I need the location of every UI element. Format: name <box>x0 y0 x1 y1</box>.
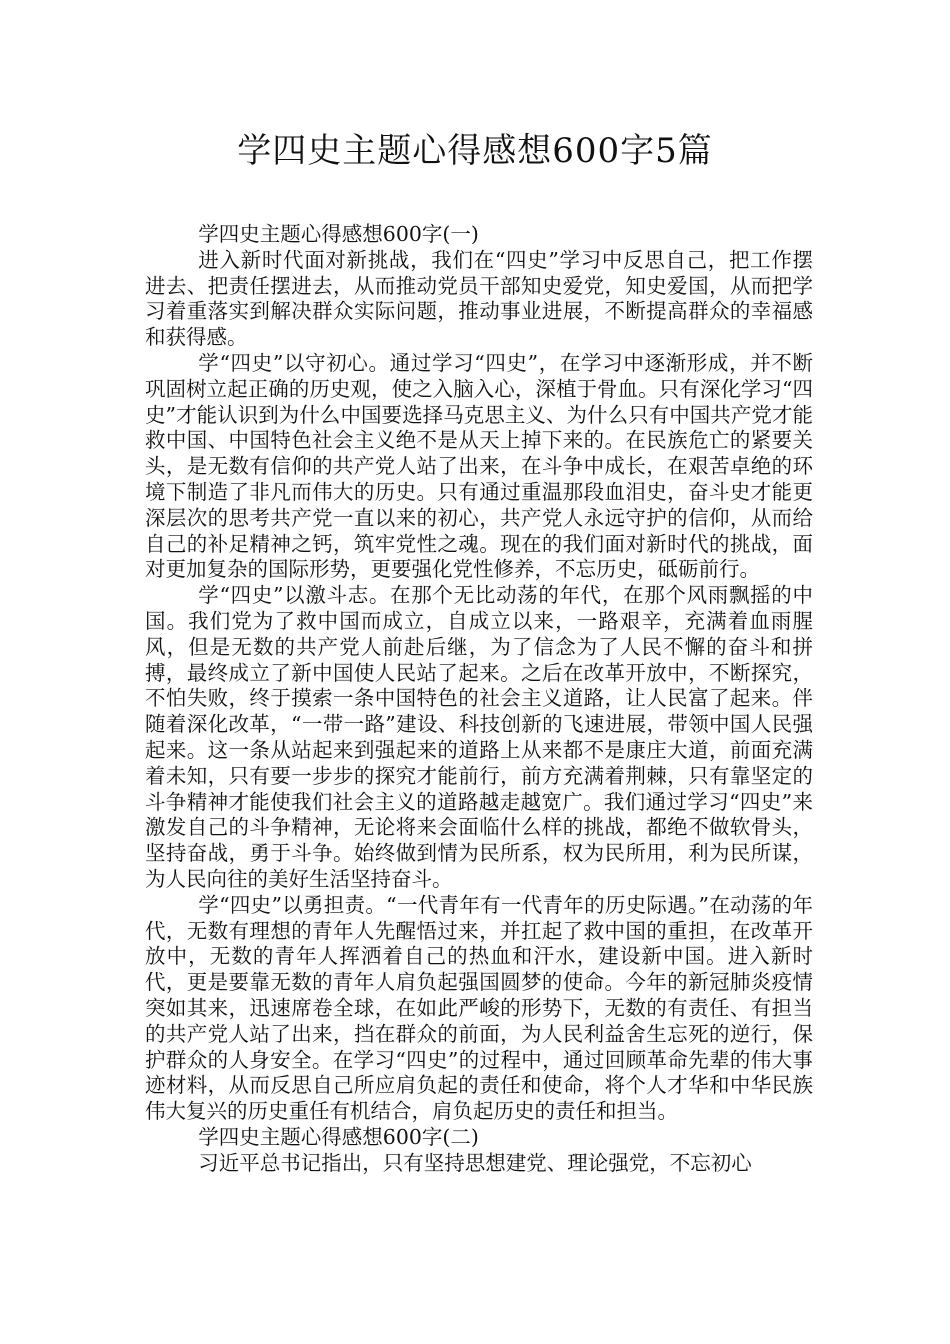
document-title: 学四史主题心得感想600字5篇 <box>237 131 713 171</box>
paragraph-inspire-fighting-spirit: 学“四史”以激斗志。在那个无比动荡的年代，在那个风雨飘摇的中国。我们党为了救中国而成立，自成立以来，一路艰辛，充满着血雨腥风，但是无数的共产党人前赴后继，为了信念为了人民不懈的奋斗和拼搏，最终成立了新中国使人民站了起来。之后在改革开放中，不断探究，不怕失败，终于摸索一条中国特色的社会主义道路，让人民富了起来。伴随着深化改革，“一带一路”建设、科技创新的飞速进展，带领中国人民强起来。这一条从站起来到强起来的道路上从来都不是康庄大道，前面充满着未知，只有要一步步的探究才能前行，前方充满着荆棘，只有靠坚定的斗争精神才能使我们社会主义的道路越走越宽广。我们通过学习“四史”来激发自己的斗争精神，无论将来会面临什么样的挑战，都绝不做软骨头，坚持奋战，勇于斗争。始终做到情为民所系，权为民所用，利为民所谋，为人民向往的美好生活坚持奋斗。 <box>145 583 813 891</box>
document-body <box>145 222 813 1176</box>
section-heading-1: 学四史主题心得感想600字(一) <box>198 222 479 246</box>
paragraph-take-responsibility: 学“四史”以勇担责。“一代青年有一代青年的历史际遇。”在动荡的年代，无数有理想的青年人先醒悟过来，并扛起了救中国的重担，在改革开放中，无数的青年人挥洒着自己的热血和汗水，建设新中国。进入新时代，更是要靠无数的青年人肩负起强国圆梦的使命。今年的新冠肺炎疫情突如其来，迅速席卷全球，在如此严峻的形势下，无数的有责任、有担当的共产党人站了出来，挡在群众的前面，为人民利益舍生忘死的逆行，保护群众的人身安全。在学习“四史”的过程中，通过回顾革命先辈的伟大事迹材料，从而反思自己所应肩负起的责任和使命，将个人才华和中华民族伟大复兴的历史重任有机结合，肩负起历史的责任和担当。 <box>145 892 813 1124</box>
paragraph-keep-original-aspiration: 学“四史”以守初心。通过学习“四史”，在学习中逐渐形成，并不断巩固树立起正确的历史观，使之入脑入心，深植于骨血。只有深化学习“四史”才能认识到为什么中国要选择马克思主义、为什么只有中国共产党才能救中国、中国特色社会主义绝不是从天上掉下来的。在民族危亡的紧要关头，是无数有信仰的共产党人站了出来，在斗争中成长，在艰苦卓绝的环境下制造了非凡而伟大的历史。只有通过重温那段血泪史，奋斗史才能更深层次的思考共产党一直以来的初心，共产党人永远守护的信仰，从而给自己的补足精神之钙，筑牢党性之魂。现在的我们面对新时代的挑战，面对更加复杂的国际形势，更要强化党性修养，不忘历史，砥砺前行。 <box>145 350 813 582</box>
section-heading-2: 学四史主题心得感想600字(二) <box>198 1124 479 1149</box>
paragraph-intro: 进入新时代面对新挑战，我们在“四史”学习中反思自己，把工作摆进去、把责任摆进去，从而推动党员干部知史爱党，知史爱国，从而把学习着重落实到解决群众实际问题，推动事业进展，不断提高群众的幸福感和获得感。 <box>145 247 813 350</box>
paragraph-section-2-start: 习近平总书记指出，只有坚持思想建党、理论强党，不忘初心 <box>198 1150 752 1175</box>
